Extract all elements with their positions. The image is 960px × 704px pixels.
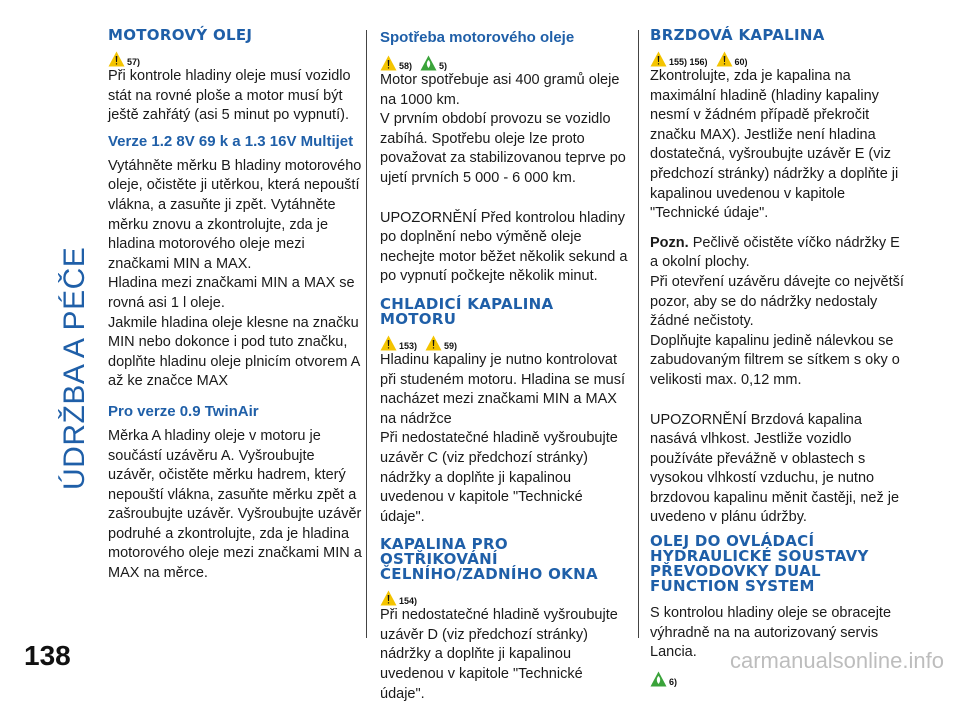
refs-row [380,329,630,351]
paragraph-note [650,234,910,273]
subheading-version-1: Verze 1.2 8V 69 k a 1.3 16V Multijet [108,132,354,150]
warning-triangle-icon [425,335,442,351]
refs-row [380,584,630,606]
paragraph: Doplňujte kapalinu jedině nálevkou se zabudovaným filtrem se sítkem s oky o velikosti max. 0,12 mm. [650,332,900,388]
column-divider [638,30,639,638]
paragraph: Měrka A hladiny oleje v motoru je součástí uzávěru A. Vyšroubujte uzávěr, očistěte měrku hadrem, který nepouští vlákna, zasuňte měrku zpět a zašroubujte uzávěr. Vyšroubujte uzávěr podruhé a zkontrolujte, zda je hladina motorového oleje mezi značkami MIN a MAX na měrce. [108,427,362,582]
section-heading-dfs-oil: OLEJ DO OVLÁDACÍ HYDRAULICKÉ SOUSTAVY PŘEVODOVKY DUAL FUNCTION SYSTEM [650,532,869,596]
ref-label: 155) 156) [669,57,708,67]
paragraph: Při otevření uzávěru dávejte co největší pozor, aby se do nádržky nedostaly žádné nečistoty. [650,273,904,330]
paragraph: V prvním období provozu se vozidlo zabíhá. Spotřebu oleje lze proto považovat za stabilizovanou teprve po ujetí prvních 5 000 - 6 000 km. [380,111,626,186]
warning-triangle-icon [716,51,733,67]
column-divider [366,30,367,638]
paragraph: UPOZORNĚNÍ Před kontrolou hladiny po doplnění nebo výměně oleje nechejte motor běžet několik sekund a po vypnutí počkejte několik minut. [380,209,628,285]
page-number: 138 [24,640,71,671]
subheading-oil-consumption: Spotřeba motorového oleje [380,29,575,46]
paragraph: S kontrolou hladiny oleje se obracejte výhradně na na autorizovaný servis Lancia. [650,605,892,661]
ref-label: 60) [734,57,748,67]
paragraph: Hladinu kapaliny je nutno kontrolovat při studeném motoru. Hladina se musí nacházet mezi značkami MIN a MAX na nádržce [380,351,625,427]
paragraph: Zkontrolujte, zda je kapalina na maximální hladině (hladiny kapaliny nesmí v žádném případě překročit značku MAX). Jestliže není hladina dostatečná, vyšroubujte uzávěr E (viz předchozí stránky) nádržky a doplňte ji kapalinou uvedenou v kapitole "Technické údaje". [650,68,899,222]
section-heading-coolant: CHLADICÍ KAPALINA MOTORU [380,294,554,328]
paragraph: Hladina mezi značkami MIN a MAX se rovná asi 1 l oleje. [108,275,355,311]
column-1 [108,28,364,584]
paragraph: Jakmile hladina oleje klesne na značku MIN nebo dokonce i pod tuto značku, doplňte hladinu oleje plnicím otvorem A až ke značce MAX [108,314,360,390]
warning-triangle-icon [108,51,125,67]
note-text: Pečlivě očistěte víčko nádržky E a okolní plochy. [650,234,900,271]
paragraph: Motor spotřebuje asi 400 gramů oleje na 1000 km. [380,72,620,108]
environment-triangle-icon [650,671,667,687]
chapter-side-title [52,70,92,490]
ref-label: 5) [439,61,448,71]
section-heading-brake-fluid: BRZDOVÁ KAPALINA [650,26,825,44]
paragraph: Při nedostatečné hladině vyšroubujte uzávěr C (viz předchozí stránky) nádržky a doplňte ji kapalinou uvedenou v kapitole "Technické údaje". [380,430,618,525]
warning-triangle-icon [650,51,667,67]
column-2 [380,28,630,704]
paragraph: Při kontrole hladiny oleje musí vozidlo stát na rovné ploše a motor musí být ještě zahřátý (asi 5 minut po vypnutí). [108,68,351,124]
chapter-side-title-text: ÚDRŽBA A PÉČE [58,246,91,490]
warning-triangle-icon [380,335,397,351]
refs-row [108,45,364,67]
paragraph: Vytáhněte měrku B hladiny motorového oleje, očistěte ji utěrkou, která nepouští vlákna, a zasuňte ji zpět. Vytáhněte měrku znovu a zkontrolujte, zda je hladina motorového oleje mezi značkami MIN a MAX. [108,157,362,272]
environment-triangle-icon [420,55,437,71]
paragraph: Při nedostatečné hladině vyšroubujte uzávěr D (viz předchozí stránky) nádržky a doplňte ji kapalinou uvedenou v kapitole "Technické údaje". [380,607,618,702]
ref-label: 58) [399,61,413,71]
refs-row [380,49,630,71]
ref-label: 59) [444,340,458,351]
subheading-version-2: Pro verze 0.9 TwinAir [108,402,259,420]
warning-triangle-icon [380,55,397,71]
warning-triangle-icon [380,590,397,606]
watermark: carmanualsonline.info [729,648,944,673]
section-heading-washer-fluid: KAPALINA PRO OSTŘIKOVÁNÍ ČELNÍHO/ZADNÍHO OKNA [380,535,598,584]
ref-label: 153) [399,340,418,351]
column-3 [650,28,910,687]
note-label: Pozn. [650,234,689,251]
ref-label: 57) [127,57,141,67]
ref-label: 154) [399,596,418,607]
ref-label: 6) [669,676,678,687]
section-heading-engine-oil: MOTOROVÝ OLEJ [108,26,253,44]
refs-row [650,45,910,67]
paragraph: UPOZORNĚNÍ Brzdová kapalina nasává vlhkost. Jestliže vozidlo používáte převážně v oblastech s vysokou vlhkostí vzduchu, je nutno brzdovou kapalinu měnit častěji, než je uvedeno v plánu údržby. [650,411,900,526]
